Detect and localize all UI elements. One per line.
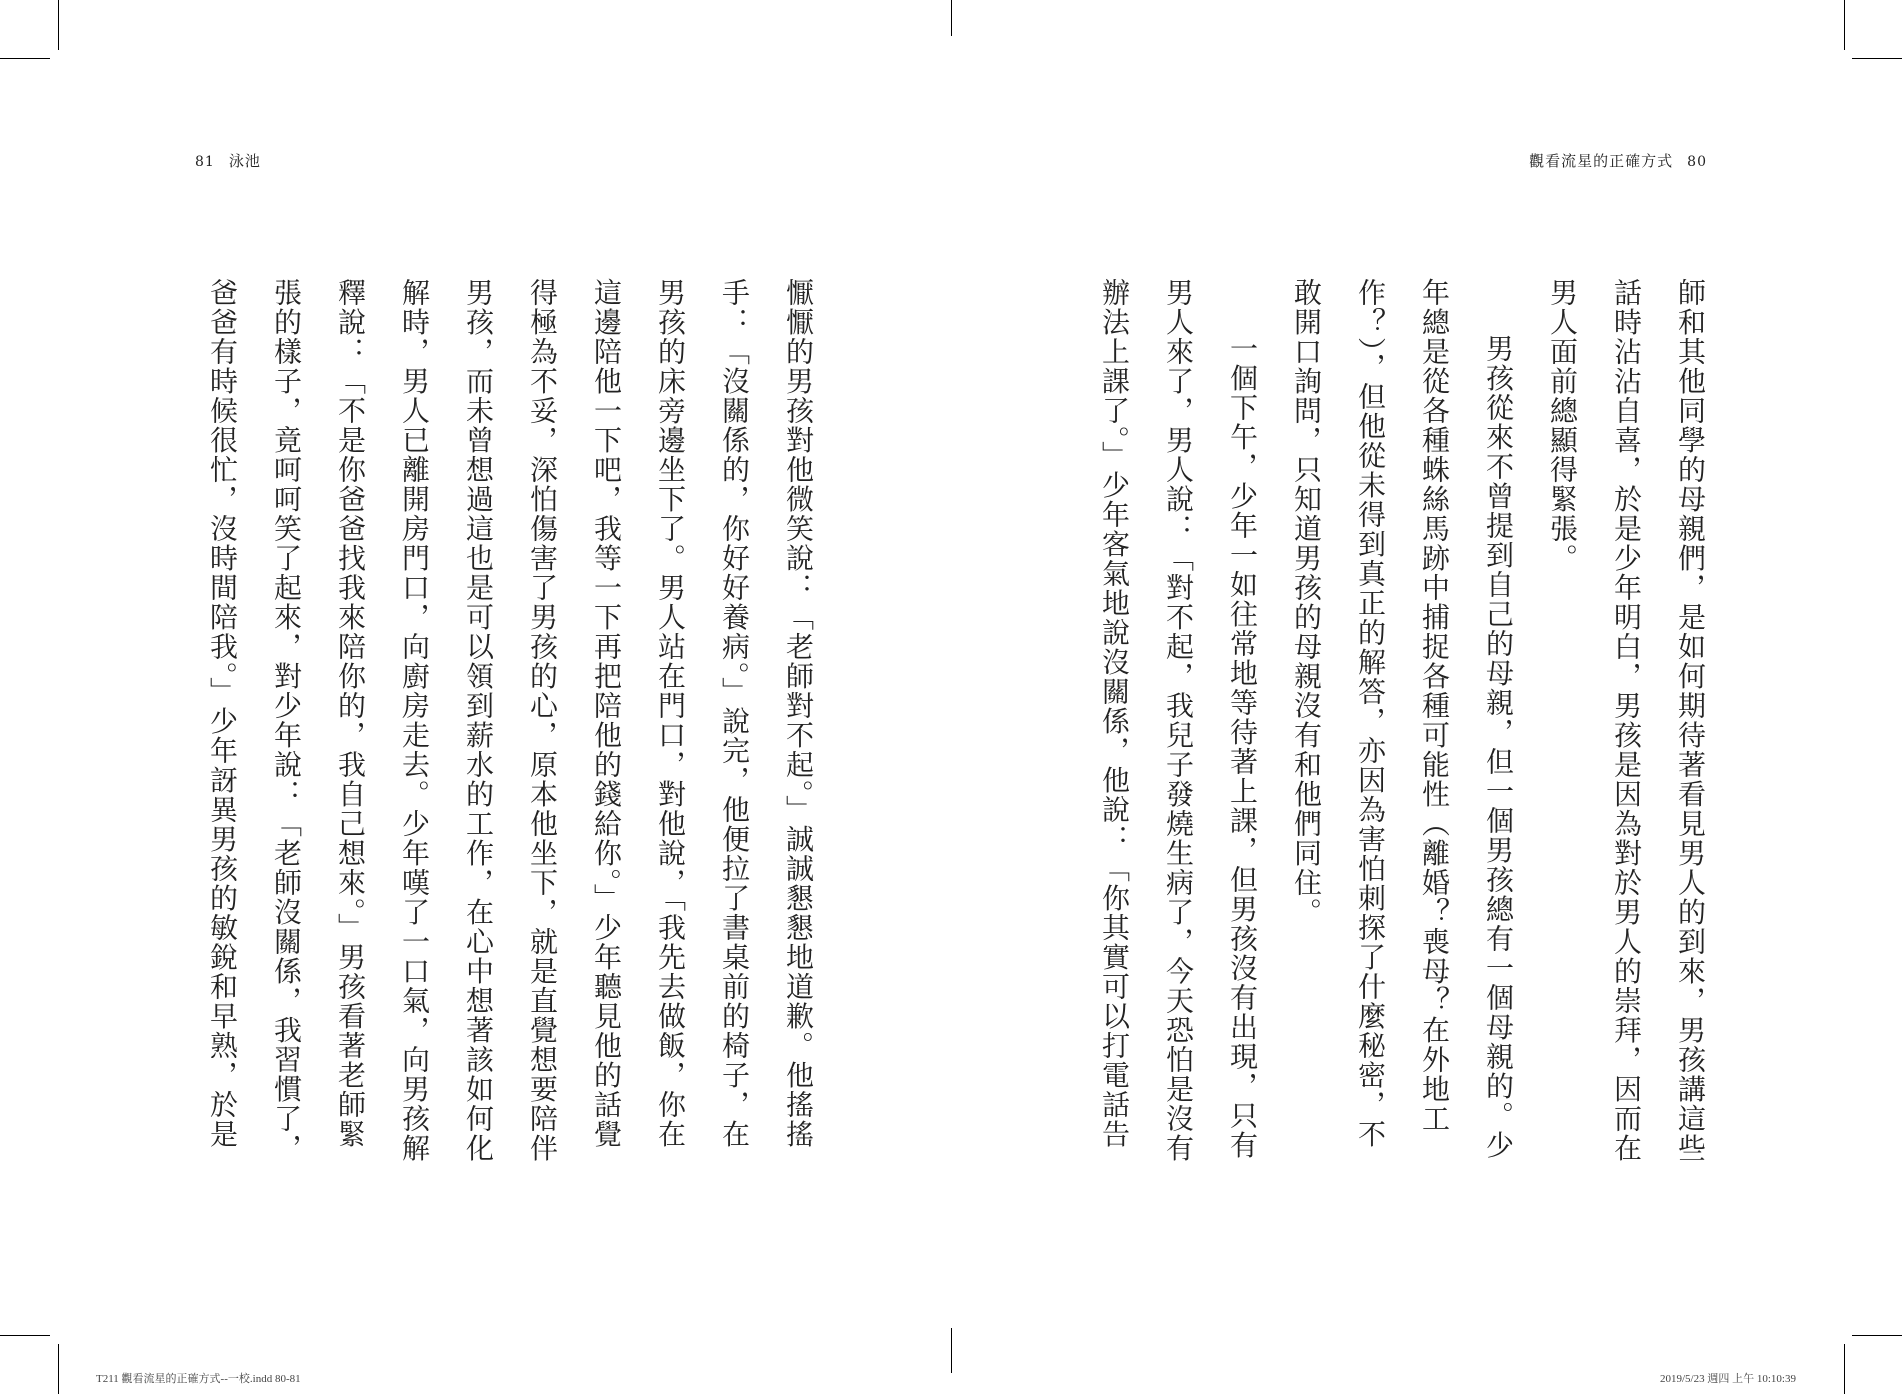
slug-timestamp: 2019/5/23 週四 上午 10:10:39 <box>1660 1373 1796 1385</box>
right-page-number: 80 <box>1687 154 1707 170</box>
crop-mark <box>1852 1335 1902 1336</box>
right-running-title: 觀看流星的正確方式 <box>1529 152 1674 170</box>
crop-mark <box>58 1344 59 1394</box>
crop-mark <box>0 1335 50 1336</box>
crop-mark <box>951 1328 952 1373</box>
left-running-title: 泳池 <box>228 152 261 170</box>
crop-mark <box>1852 58 1902 59</box>
crop-mark <box>951 0 952 36</box>
left-page-body <box>190 278 830 1168</box>
left-page-number: 81 <box>195 154 215 170</box>
paragraph: 師和其他同學的母親們，是如何期待著看見男人的到來，男孩講這些話時沾沾自喜，於是少年明白，男孩是因為對於男人的崇拜，因而在男人面前總顯得緊張。 <box>1546 278 1707 1163</box>
crop-mark <box>1844 1344 1845 1394</box>
crop-mark <box>1844 0 1845 50</box>
slug-file-info: T211 觀看流星的正確方式--一校.indd 80-81 <box>96 1373 301 1385</box>
crop-mark <box>58 0 59 50</box>
paragraph: 一個下午，少年一如往常地等待著上課，但男孩沒有出現，只有男人來了，男人說：「對不起，我兒子發燒生病了，今天恐怕是沒有辦法上課了。」少年客氣地說沒關係，他說：「你其實可以打電話告 <box>1098 278 1259 1163</box>
paragraph: 男孩從來不曾提到自己的母親，但一個男孩總有一個母親的。少年總是從各種蛛絲馬跡中捕捉各種可能性（離婚？喪母？在外地工作？），但他從未得到真正的解答，亦因為害怕刺探了什麼秘密，不敢開口詢問，只知道男孩的母親沒有和他們同住。 <box>1290 278 1515 1160</box>
right-page-header <box>1529 150 1707 171</box>
left-page-header <box>195 150 261 171</box>
crop-mark <box>0 58 50 59</box>
paragraph: 懨懨的男孩對他微笑說：「老師對不起。」誠誠懇懇地道歉。他搖搖手：「沒關係的，你好好養病。」說完，他便拉了書桌前的椅子，在男孩的床旁邊坐下了。男人站在門口，對他說，「我先去做飯，你在這邊陪他一下吧，我等一下再把陪他的錢給你。」少年聽見他的話覺得極為不妥，深怕傷害了男孩的心，原本他坐下，就是直覺想要陪伴男孩，而未曾想過這也是可以領到薪水的工作，在心中想著該如何化解時，男人已離開房門口，向廚房走去。少年嘆了一口氣，向男孩解釋說：「不是你爸爸找我來陪你的，我自己想來。」男孩看著老師緊張的樣子，竟呵呵笑了起來，對少年說：「老師沒關係，我習慣了，爸爸有時候很忙，沒時間陪我。」少年訝異男孩的敏銳和早熟，於是 <box>206 278 815 1163</box>
right-page-body <box>1082 278 1722 1168</box>
